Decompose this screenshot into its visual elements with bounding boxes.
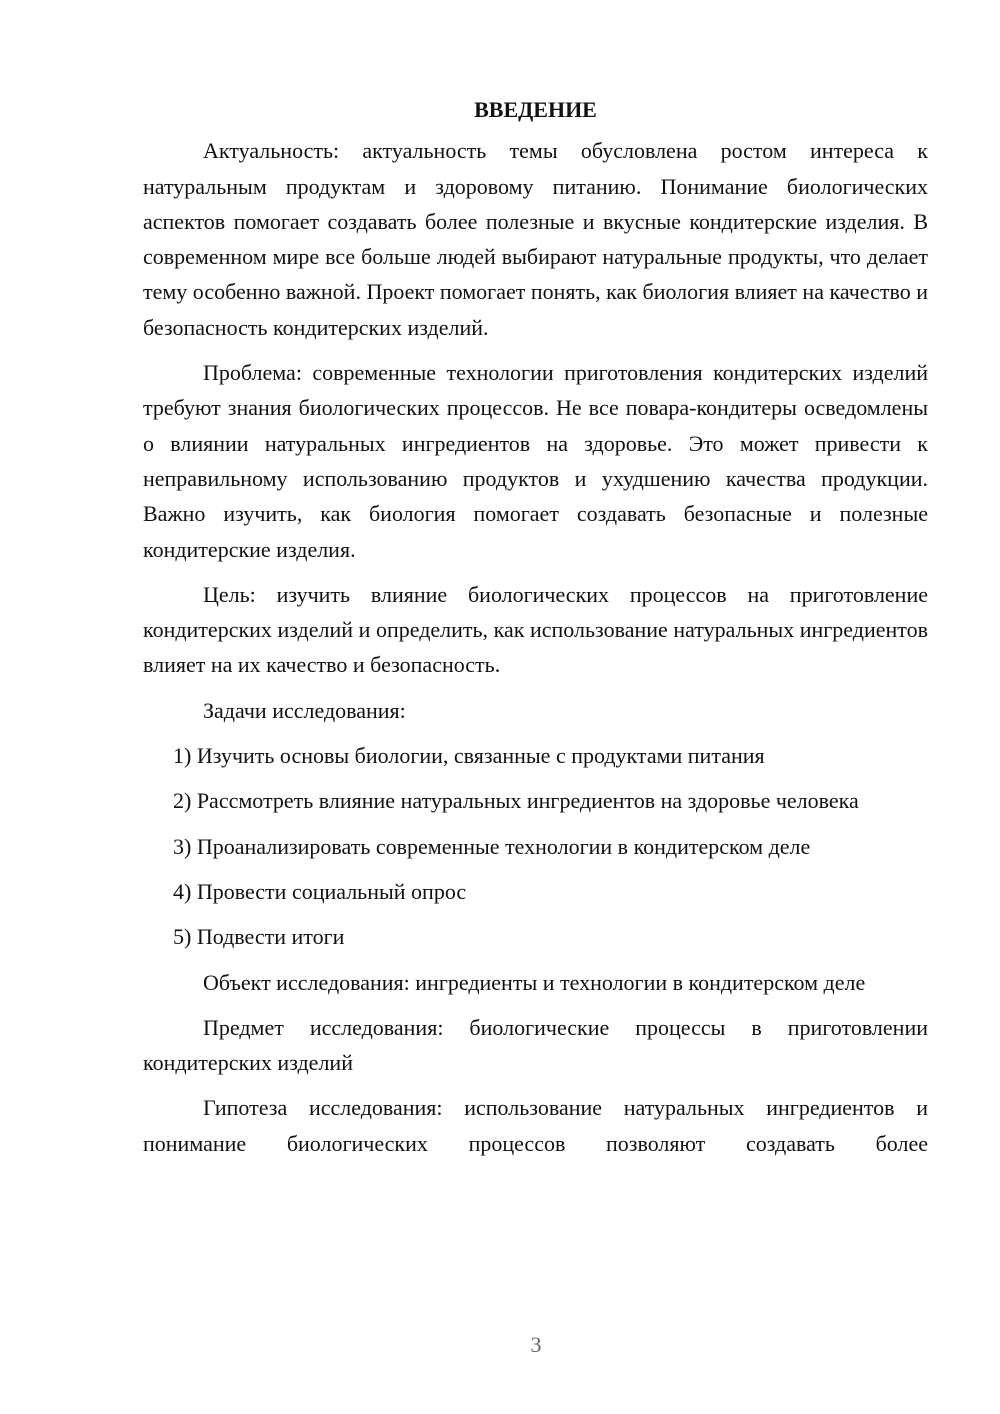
page-title: ВВЕДЕНИЕ: [474, 97, 597, 122]
object-paragraph: Объект исследования: ингредиенты и технологии в кондитерском деле: [203, 969, 866, 995]
task-item-1: 1) Изучить основы биологии, связанные с продуктами питания: [173, 743, 765, 769]
subject-paragraph: Предмет исследования: биологические процессы в приготовлении кондитерских изделий: [143, 1014, 928, 1076]
task-item-2: 2) Рассмотреть влияние натуральных ингредиентов на здоровье человека: [173, 788, 859, 814]
page-number: 3: [530, 1332, 542, 1357]
problem-paragraph: Проблема: современные технологии приготовления кондитерских изделий требуют знания биологических процессов. Не все повара-кондитеры осведомлены о влиянии натуральных ингредиентов на здоровье. Это может привести к неправильному использованию продуктов и ухудшению качества продукции. Важно изучить, как биология помогает создавать безопасные и полезные кондитерские изделия.: [143, 360, 928, 562]
goal-paragraph: Цель: изучить влияние биологических процессов на приготовление кондитерских изделий и определить, как использование натуральных ингредиентов влияет на их качество и безопасность.: [143, 581, 928, 678]
tasks-heading: Задачи исследования:: [203, 697, 406, 723]
task-item-3: 3) Проанализировать современные технологии в кондитерском деле: [173, 833, 811, 859]
page-content: [143, 92, 928, 1161]
task-item-5: 5) Подвести итоги: [173, 924, 345, 950]
hypothesis-paragraph: Гипотеза исследования: использование натуральных ингредиентов и понимание биологических процессов позволяют создавать более: [143, 1095, 928, 1156]
relevance-paragraph: Актуальность: актуальность темы обусловлена ростом интереса к натуральным продуктам и здоровому питанию. Понимание биологических аспектов помогает создавать более полезные и вкусные кондитерские изделия. В современном мире все больше людей выбирают натуральные продукты, что делает тему особенно важной. Проект помогает понять, как биология влияет на качество и безопасность кондитерских изделий.: [143, 138, 928, 340]
task-item-4: 4) Провести социальный опрос: [173, 878, 467, 904]
